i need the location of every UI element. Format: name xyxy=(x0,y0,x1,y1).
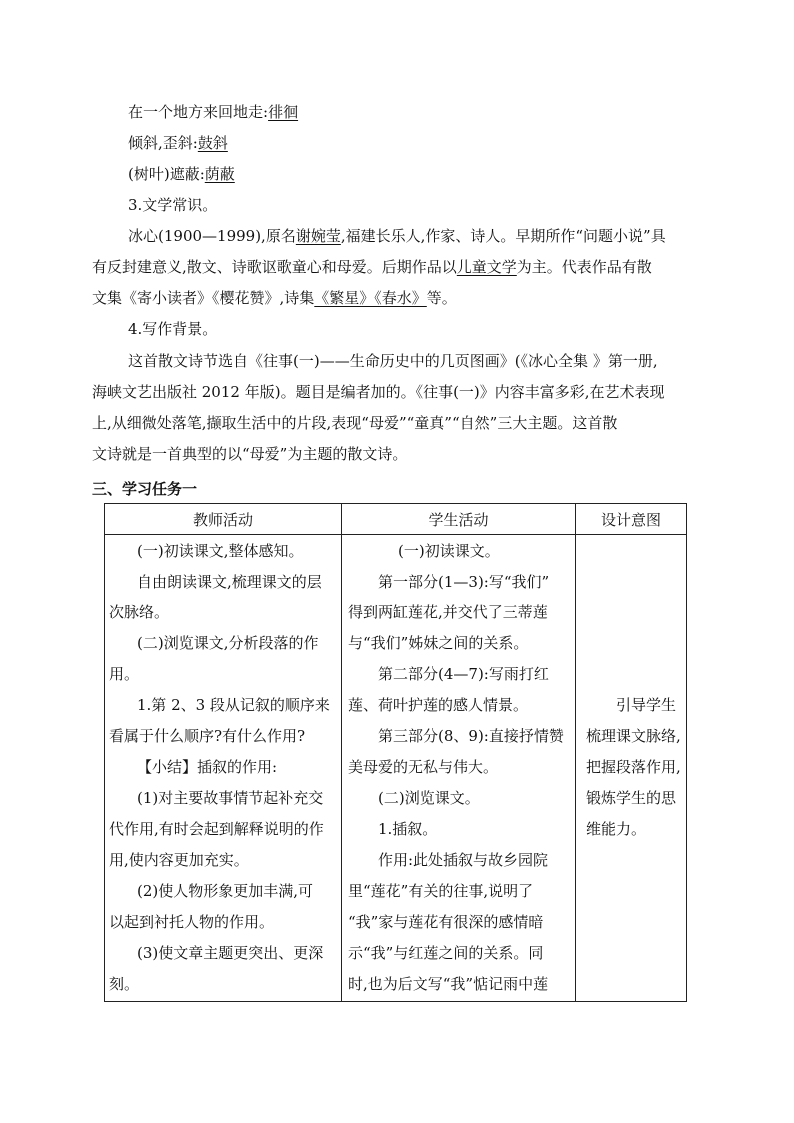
teacher-line: 刻。 xyxy=(109,975,140,993)
design-line: 把握段落作用, xyxy=(586,758,681,776)
section-title: 三、学习任务一 xyxy=(92,480,198,498)
teacher-line: 自由朗读课文,梳理课文的层 xyxy=(137,573,322,591)
teacher-line: 用,使内容更加充实。 xyxy=(109,851,249,869)
student-line: 第二部分(4—7):写雨打红 xyxy=(378,665,549,683)
student-line: 里“莲花”有关的往事,说明了 xyxy=(348,882,534,900)
student-line: 1.插叙。 xyxy=(378,820,438,838)
background-line: 文诗就是一首典型的以“母爱”为主题的散文诗。 xyxy=(92,445,408,463)
teacher-line: 次脉络。 xyxy=(109,603,170,621)
table-header-row xyxy=(105,504,687,535)
teacher-line: (3)使文章主题更突出、更深 xyxy=(137,944,324,962)
header-design: 设计意图 xyxy=(576,504,687,535)
vocab-line-1: 在一个地方来回地走:徘徊 xyxy=(128,103,299,121)
design-line: 锻炼学生的思 xyxy=(586,789,677,807)
vocab-term: 徘徊 xyxy=(268,103,299,121)
author-real-name: 谢婉莹 xyxy=(295,227,341,245)
teacher-line: 【小结】插叙的作用: xyxy=(137,758,278,776)
background-line: 海峡文艺出版社 2012 年版)。题目是编者加的。《往事(一)》内容丰富多彩,在艺术表现 xyxy=(92,383,665,401)
teacher-line: (2)使人物形象更加丰满,可 xyxy=(137,882,314,900)
student-line: 示“我”与红莲之间的关系。同 xyxy=(348,944,544,962)
background-line: 这首散文诗节选自《往事(一)——生命历史中的几页图画》(《冰心全集 》第一册, xyxy=(128,352,658,370)
student-line: 第三部分(8、9):直接抒情赞 xyxy=(378,727,564,745)
student-line: 美母爱的无私与伟大。 xyxy=(348,758,499,776)
design-line: 引导学生 xyxy=(616,696,677,714)
task-table xyxy=(104,503,687,1002)
design-cell xyxy=(576,535,687,1002)
teacher-cell xyxy=(105,535,342,1002)
teacher-line: (1)对主要故事情节起补充交 xyxy=(137,789,324,807)
genre-term: 儿童文学 xyxy=(456,258,517,276)
header-student: 学生活动 xyxy=(342,504,576,535)
teacher-line: 1.第 2、3 段从记叙的顺序来 xyxy=(137,696,330,714)
background-heading: 4.写作背景。 xyxy=(128,320,218,338)
table-row xyxy=(105,535,687,1002)
literary-paragraph-line: 有反封建意义,散文、诗歌讴歌童心和母爱。后期作品以儿童文学为主。代表作品有散 xyxy=(92,258,652,276)
teacher-line: 用。 xyxy=(109,665,140,683)
student-line: “我”家与莲花有很深的感情暗 xyxy=(348,913,544,931)
teacher-line: 代作用,有时会起到解释说明的作 xyxy=(109,820,324,838)
teacher-line: 看属于什么顺序?有什么作用? xyxy=(109,727,306,745)
student-line: 第一部分(1—3):写“我们” xyxy=(378,573,550,591)
teacher-line: (一)初读课文,整体感知。 xyxy=(137,542,304,560)
vocab-term: 荫蔽 xyxy=(204,165,235,183)
poem-collections: 《繁星》《春水》 xyxy=(314,289,427,307)
student-cell xyxy=(342,535,576,1002)
literary-paragraph-line: 冰心(1900—1999),原名谢婉莹,福建长乐人,作家、诗人。早期所作“问题小说”具 xyxy=(128,227,666,245)
student-line: 莲、荷叶护莲的感人情景。 xyxy=(348,696,529,714)
teacher-line: (二)浏览课文,分析段落的作 xyxy=(137,634,319,652)
literary-heading: 3.文学常识。 xyxy=(128,196,218,214)
header-teacher: 教师活动 xyxy=(105,504,342,535)
vocab-term: 鼓斜 xyxy=(197,134,228,152)
teacher-line: 以起到衬托人物的作用。 xyxy=(109,913,275,931)
student-line: 得到两缸莲花,并交代了三蒂莲 xyxy=(348,603,548,621)
student-line: (二)浏览课文。 xyxy=(378,789,480,807)
student-line: 与“我们”姊妹之间的关系。 xyxy=(348,634,529,652)
design-line: 维能力。 xyxy=(586,820,647,838)
vocab-line-3: (树叶)遮蔽:荫蔽 xyxy=(128,165,235,183)
background-line: 上,从细微处落笔,撷取生活中的片段,表现“母爱”“童真”“自然”三大主题。这首散 xyxy=(92,414,618,432)
student-line: 时,也为后文写“我”惦记雨中莲 xyxy=(348,975,549,993)
student-line: 作用:此处插叙与故乡园院 xyxy=(378,851,549,869)
student-line: (一)初读课文。 xyxy=(398,542,500,560)
literary-paragraph-line: 文集《寄小读者》《樱花赞》,诗集《繁星》《春水》等。 xyxy=(92,289,457,307)
design-line: 梳理课文脉络, xyxy=(586,727,681,745)
vocab-line-2: 倾斜,歪斜:鼓斜 xyxy=(128,134,228,152)
